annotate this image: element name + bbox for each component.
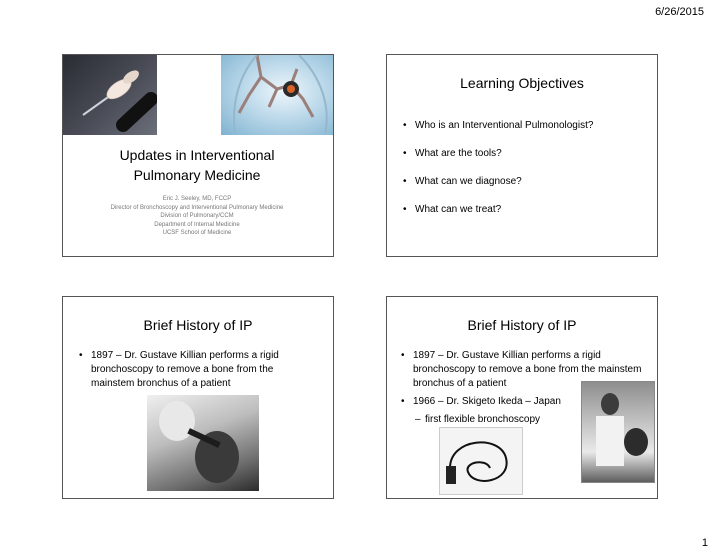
flexible-bronchoscope-icon — [440, 428, 522, 494]
list-item: • 1966 – Dr. Skigeto Ikeda – Japan — [399, 395, 649, 409]
title-line-1: Updates in Interventional — [119, 147, 275, 163]
author-school: UCSF School of Medicine — [162, 230, 232, 236]
slide-3-brief-history[interactable] — [62, 296, 334, 499]
sub-list-item: – first flexible bronchoscopy — [399, 413, 649, 427]
list-item: • What can we treat? — [401, 203, 651, 217]
title-line-2: Pulmonary Medicine — [133, 167, 261, 183]
flexible-bronchoscope-photo — [439, 427, 523, 495]
bronchial-tree-icon — [221, 55, 334, 135]
slide-1-title[interactable] — [62, 54, 334, 257]
lungs-illustration — [221, 55, 334, 135]
bronchoscope-tip-icon — [63, 55, 157, 135]
author-block — [63, 195, 331, 238]
history-list — [77, 349, 317, 391]
slide-4-brief-history[interactable] — [386, 296, 658, 499]
killian-bronchoscopy-photo — [147, 395, 259, 491]
slide-2-learning-objectives[interactable] — [386, 54, 658, 257]
author-department: Department of Internal Medicine — [154, 221, 240, 228]
slide-1-heading — [63, 145, 331, 185]
list-item: • What are the tools? — [401, 147, 651, 161]
page-date: 6/26/2015 — [655, 6, 704, 18]
list-item: • 1897 – Dr. Gustave Killian performs a rigid bronchoscopy to remove a bone from the mainstem bronchus of a patient — [399, 349, 649, 391]
ikeda-portrait-photo — [581, 381, 655, 483]
author-name: Eric J. Seeley, MD, FCCP — [162, 196, 232, 202]
historic-portrait-icon — [582, 382, 654, 482]
slide-4-title: Brief History of IP — [467, 317, 577, 333]
slide-3-title: Brief History of IP — [143, 317, 253, 333]
list-item: • What can we diagnose? — [401, 175, 651, 189]
page-number: 1 — [701, 537, 708, 549]
list-item: • 1897 – Dr. Gustave Killian performs a rigid bronchoscopy to remove a bone from the mainstem bronchus of a patient — [77, 349, 317, 391]
objectives-list — [401, 119, 651, 217]
historic-procedure-icon — [147, 395, 259, 491]
bronchoscope-tip-photo — [63, 55, 157, 135]
list-item: • Who is an Interventional Pulmonologist? — [401, 119, 651, 133]
slide-2-title: Learning Objectives — [460, 75, 584, 91]
author-division: Division of Pulmonary/CCM — [160, 213, 234, 219]
author-role: Director of Bronchoscopy and Interventional Pulmonary Medicine — [110, 204, 284, 211]
